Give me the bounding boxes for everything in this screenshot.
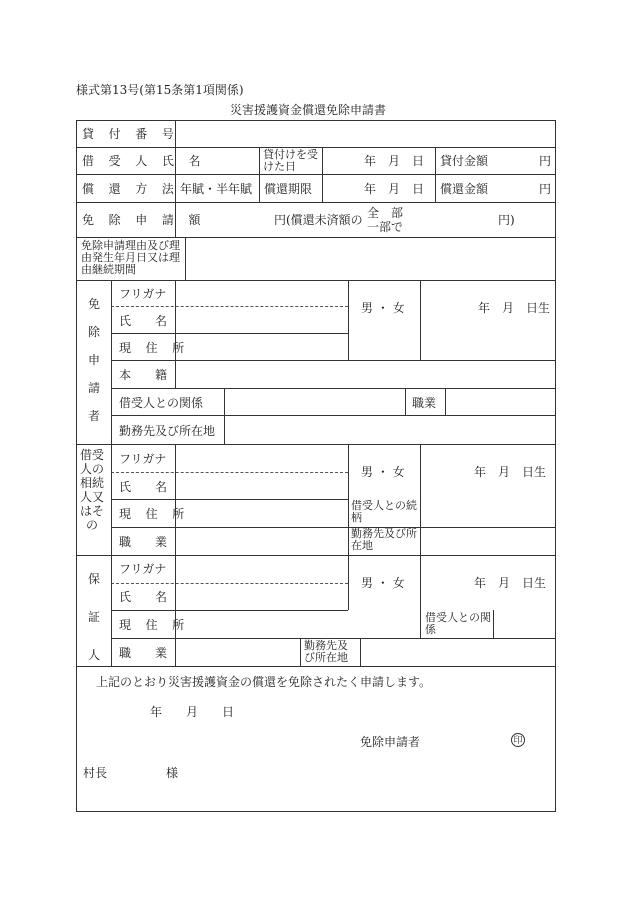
application-date[interactable]: 年 月 日 bbox=[150, 705, 235, 719]
statement-text: 上記のとおり災害援護資金の償還を免除されたく申請します。 bbox=[96, 675, 432, 689]
applicant-name-label: 氏 名 bbox=[119, 314, 168, 328]
loan-amount-yen: 円 bbox=[539, 154, 552, 168]
heir-workplace-label: 勤務先及び所在地 bbox=[351, 527, 417, 552]
loan-number-label: 貸 付 番 号 bbox=[82, 127, 180, 141]
applicant-honseki-label: 本 籍 bbox=[119, 368, 168, 382]
heir-relation-field[interactable] bbox=[422, 501, 553, 525]
heir-address-label: 現 住 所 bbox=[119, 507, 190, 521]
reason-field[interactable] bbox=[187, 239, 553, 278]
repay-method-value[interactable]: 年賦・半年賦 bbox=[180, 182, 253, 196]
guarantor-relation-field[interactable] bbox=[495, 612, 553, 636]
guarantor-name-label: 氏 名 bbox=[119, 590, 168, 604]
guarantor-occupation-field[interactable] bbox=[177, 640, 298, 664]
heir-relation-label: 借受人との続 柄 bbox=[351, 499, 439, 524]
form-number: 様式第13号(第15条第1項関係) bbox=[76, 83, 244, 97]
honorific-label: 様 bbox=[166, 766, 179, 780]
repay-period-value[interactable]: 年 月 日 bbox=[364, 182, 425, 196]
heir-gender[interactable]: 男 ・ 女 bbox=[361, 465, 405, 479]
applicant-gender[interactable]: 男 ・ 女 bbox=[361, 301, 405, 315]
guarantor-address-label: 現 住 所 bbox=[119, 618, 190, 632]
heir-name-label: 氏 名 bbox=[119, 480, 168, 494]
loan-amount-label: 貸付金額 bbox=[440, 154, 489, 168]
footer-applicant-field[interactable] bbox=[425, 730, 505, 750]
applicant-section-label: 免除申請者 bbox=[87, 297, 100, 423]
guarantor-relation-label: 借受人との関係 bbox=[425, 611, 491, 636]
applicant-workplace-label: 勤務先及び所在地 bbox=[119, 424, 216, 438]
guarantor-name-field[interactable] bbox=[177, 585, 346, 608]
heir-address-field[interactable] bbox=[177, 501, 346, 525]
applicant-address-label: 現 住 所 bbox=[119, 341, 190, 355]
heir-name-field[interactable] bbox=[177, 474, 346, 497]
heir-furigana-label: フリガナ bbox=[119, 452, 167, 466]
repay-method-label: 償 還 方 法 bbox=[82, 182, 180, 196]
applicant-relation-label: 借受人との関係 bbox=[119, 396, 204, 410]
applicant-honseki-field[interactable] bbox=[177, 362, 553, 385]
applicant-workplace-field[interactable] bbox=[226, 417, 553, 442]
guarantor-section-label: 保証人 bbox=[87, 572, 100, 662]
guarantor-workplace-label: 勤務先及び所在地 bbox=[304, 639, 348, 664]
guarantor-gender[interactable]: 男 ・ 女 bbox=[361, 576, 405, 590]
footer-applicant-label: 免除申請者 bbox=[360, 735, 421, 749]
borrower-name-field[interactable] bbox=[177, 149, 257, 172]
guarantor-address-field[interactable] bbox=[177, 612, 418, 636]
applicant-occupation-field[interactable] bbox=[447, 390, 553, 413]
repay-amount-yen: 円 bbox=[539, 182, 552, 196]
heir-occupation-label: 職 業 bbox=[119, 535, 168, 549]
guarantor-occupation-label: 職 業 bbox=[119, 646, 168, 660]
applicant-name-field[interactable] bbox=[177, 308, 346, 331]
applicant-occupation-label: 職業 bbox=[412, 396, 437, 410]
date-received-value[interactable]: 年 月 日 bbox=[364, 154, 425, 168]
unpaid-paren: (償還未済額の bbox=[286, 213, 363, 227]
exemption-amount-yen: 円 bbox=[274, 213, 287, 227]
applicant-furigana-label: フリガナ bbox=[119, 287, 167, 301]
all-option[interactable]: 全 部 bbox=[367, 206, 404, 220]
heir-section-label: 借受人の相続人又はその bbox=[79, 448, 104, 532]
form-title: 災害援護資金償還免除申請書 bbox=[230, 103, 387, 117]
applicant-relation-field[interactable] bbox=[226, 390, 403, 413]
heir-workplace-field[interactable] bbox=[422, 529, 553, 553]
end-yen: 円) bbox=[498, 213, 515, 227]
addressee-label: 村長 bbox=[83, 766, 108, 780]
guarantor-furigana-label: フリガナ bbox=[119, 562, 167, 576]
reason-label: 免除申請理由及び理由発生年月日又は理由継続期間 bbox=[81, 239, 180, 276]
date-received-label: 貸付けを受けた日 bbox=[263, 148, 318, 173]
heir-occupation-field[interactable] bbox=[177, 529, 346, 553]
part-option[interactable]: 一部で bbox=[367, 220, 404, 234]
seal-mark: 印 bbox=[511, 733, 525, 747]
guarantor-furigana-field[interactable] bbox=[177, 557, 346, 581]
guarantor-birth[interactable]: 年 月 日生 bbox=[474, 576, 547, 590]
repay-amount-label: 償還金額 bbox=[440, 182, 489, 196]
repay-period-label: 償還期限 bbox=[264, 182, 313, 196]
applicant-birth[interactable]: 年 月 日生 bbox=[478, 301, 551, 315]
loan-number-field[interactable] bbox=[177, 122, 553, 145]
applicant-furigana-field[interactable] bbox=[177, 282, 346, 305]
borrower-name-label: 借 受 人 氏 名 bbox=[82, 154, 206, 168]
exemption-amount-label: 免 除 申 請 額 bbox=[82, 213, 206, 227]
guarantor-workplace-field[interactable] bbox=[362, 640, 553, 664]
applicant-address-field[interactable] bbox=[177, 335, 553, 358]
heir-birth[interactable]: 年 月 日生 bbox=[474, 465, 547, 479]
heir-furigana-field[interactable] bbox=[177, 446, 346, 470]
